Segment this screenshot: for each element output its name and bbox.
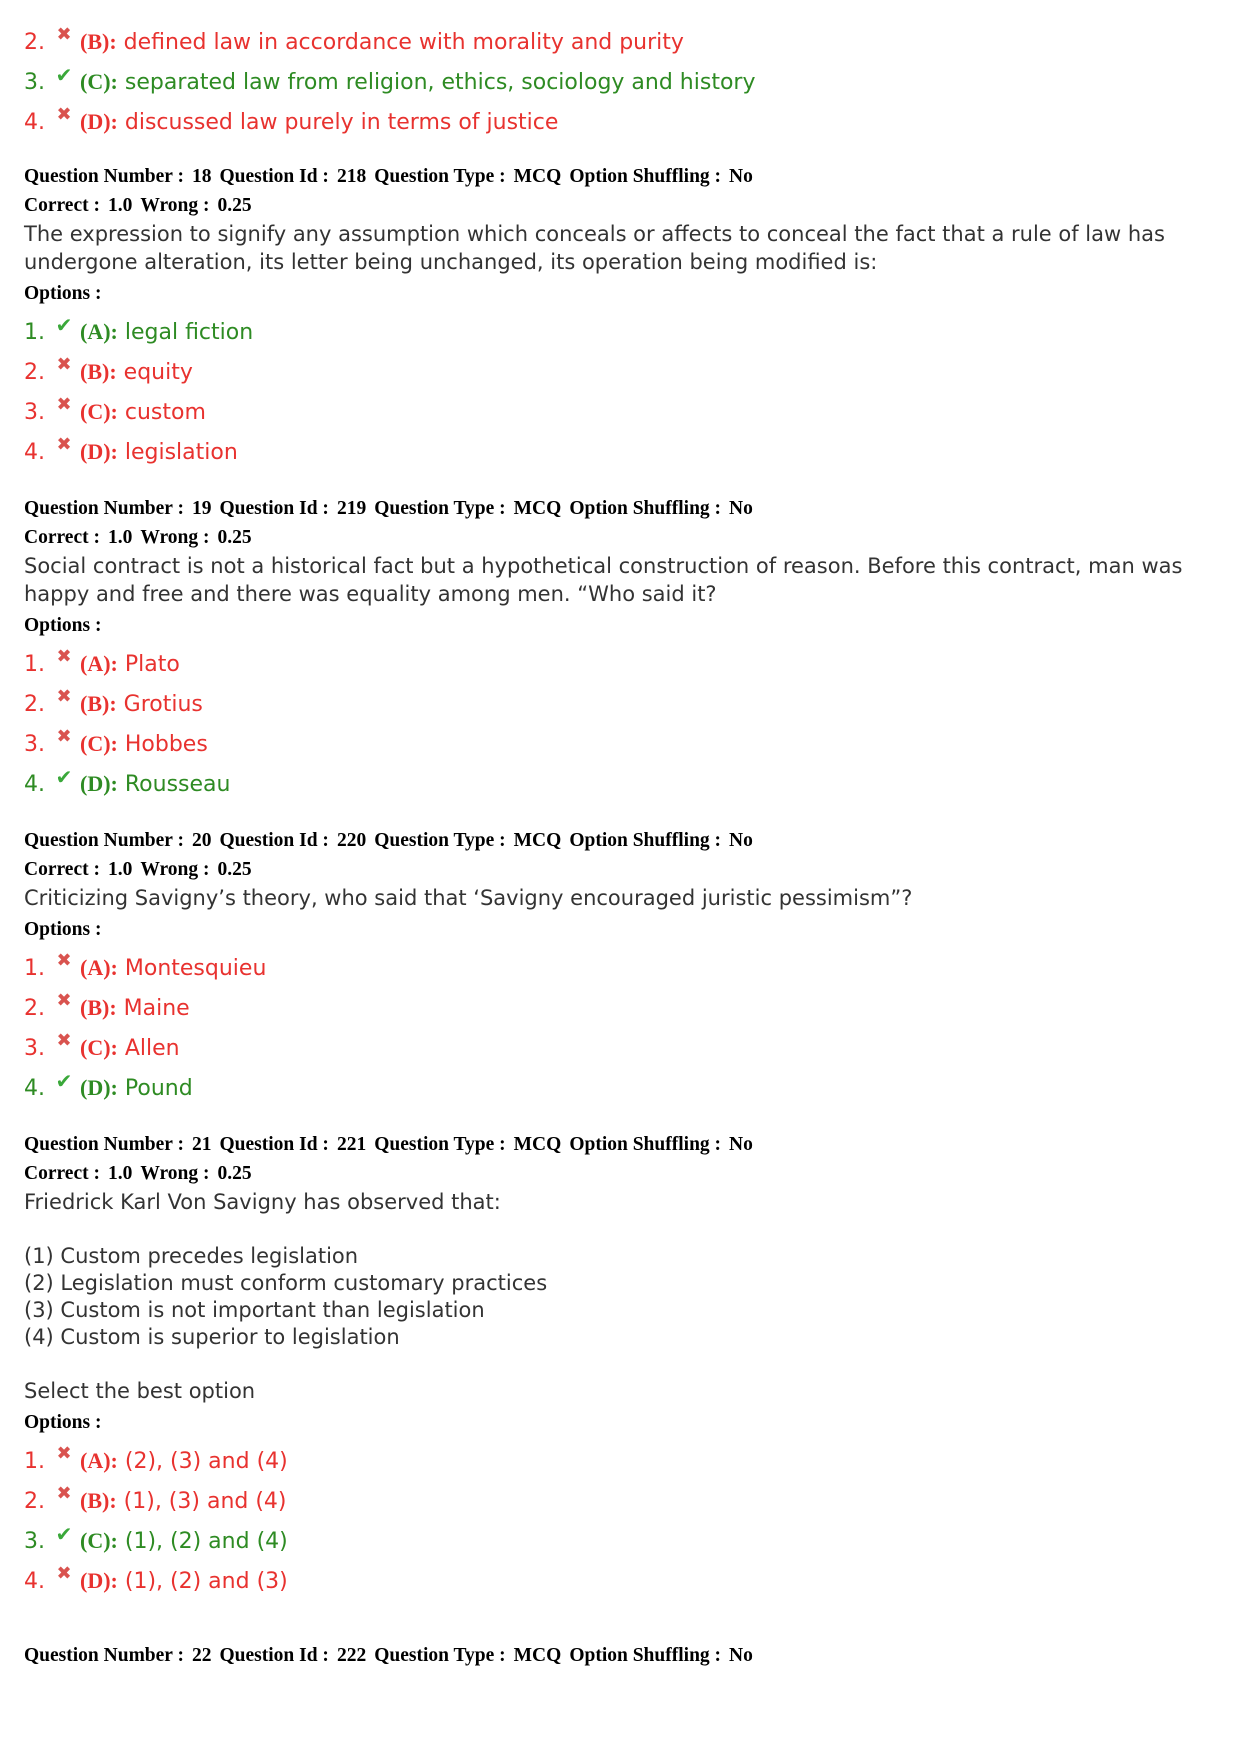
correct-marks: 1.0 (107, 195, 133, 216)
option-row: 4. ✖ (D): legislation (24, 432, 1214, 472)
question-number: 18 (191, 166, 212, 187)
option-row: 2. ✖ (B): (1), (3) and (4) (24, 1481, 1214, 1521)
previous-question-options (24, 22, 1214, 142)
option-row: 1. ✔ (A): legal fiction (24, 312, 1214, 352)
question-text: Friedrick Karl Von Savigny has observed that: (24, 1190, 501, 1214)
question-text: Criticizing Savigny’s theory, who said that ‘Savigny encouraged juristic pessimism”? (24, 886, 913, 910)
check-icon: ✔ (55, 63, 73, 87)
check-icon: ✔ (55, 765, 73, 789)
cross-icon: ✖ (56, 434, 72, 455)
cross-icon: ✖ (56, 394, 72, 415)
question-block (24, 1130, 1214, 1601)
correct-marks: 1.0 (107, 1163, 133, 1184)
statement-item: (2) Legislation must conform customary practices (24, 1271, 548, 1295)
question-number: 21 (191, 1134, 212, 1155)
option-row: 1. ✖ (A): Montesquieu (24, 948, 1214, 988)
option-row: 3. ✖ (C): Hobbes (24, 724, 1214, 764)
cross-icon: ✖ (56, 950, 72, 971)
option-text: (2), (3) and (4) (124, 1449, 288, 1474)
question-type: MCQ (513, 830, 562, 851)
option-text: Maine (123, 996, 190, 1021)
option-row: 4. ✔ (D): Pound (24, 1068, 1214, 1108)
option-text: Pound (124, 1076, 193, 1101)
check-icon: ✔ (55, 1522, 73, 1546)
cross-icon: ✖ (56, 1443, 72, 1464)
option-text: legislation (124, 440, 238, 465)
question-block (24, 826, 1214, 1108)
cross-icon: ✖ (56, 1483, 72, 1504)
cross-icon: ✖ (56, 990, 72, 1011)
cross-icon: ✖ (56, 646, 72, 667)
option-row: 4. ✔ (D): Rousseau (24, 764, 1214, 804)
option-number: 3. (24, 70, 45, 95)
statement-item: (3) Custom is not important than legislation (24, 1298, 485, 1322)
cross-icon: ✖ (56, 1030, 72, 1051)
option-text: equity (123, 360, 193, 385)
options-label: Options : (24, 615, 102, 636)
question-type: MCQ (513, 166, 562, 187)
option-text: Plato (124, 652, 180, 677)
option-row: 1. ✖ (A): Plato (24, 644, 1214, 684)
option-text: custom (124, 400, 206, 425)
question-id: 218 (336, 166, 367, 187)
option-text: Allen (124, 1036, 180, 1061)
cross-icon: ✖ (56, 104, 72, 125)
option-text: discussed law purely in terms of justice (124, 110, 559, 135)
option-row: 1. ✖ (A): (2), (3) and (4) (24, 1441, 1214, 1481)
option-text: (1), (2) and (3) (124, 1569, 288, 1594)
option-text: Grotius (123, 692, 203, 717)
question-number: 22 (191, 1645, 212, 1666)
cross-icon: ✖ (56, 24, 72, 45)
check-icon: ✔ (55, 313, 73, 337)
marks-line: Correct : 1.0 Wrong : 0.25 (24, 527, 252, 548)
option-letter: (D): (80, 109, 118, 134)
option-letter: (C): (80, 69, 118, 94)
option-row: 3. ✖ (C): custom (24, 392, 1214, 432)
cross-icon: ✖ (56, 354, 72, 375)
marks-line: Correct : 1.0 Wrong : 0.25 (24, 1163, 252, 1184)
wrong-marks: 0.25 (217, 1163, 252, 1184)
option-text: legal fiction (124, 320, 254, 345)
option-row (24, 102, 1214, 142)
question-text: Social contract is not a historical fact but a hypothetical construction of reason. Before this contract, man was happy and free and there was equality among men. “Who said it? (24, 554, 1183, 606)
correct-marks: 1.0 (107, 527, 133, 548)
cross-icon: ✖ (56, 1563, 72, 1584)
question-id: 220 (336, 830, 367, 851)
option-row: 4. ✖ (D): (1), (2) and (3) (24, 1561, 1214, 1601)
cross-icon: ✖ (56, 686, 72, 707)
question-meta: Question Number : 22 Question Id : 222 Question Type : MCQ Option Shuffling : No (24, 1645, 753, 1666)
correct-marks: 1.0 (107, 859, 133, 880)
question-block (24, 494, 1214, 804)
cross-icon: ✖ (56, 726, 72, 747)
check-icon: ✔ (55, 1069, 73, 1093)
marks-line: Correct : 1.0 Wrong : 0.25 (24, 859, 252, 880)
question-block (24, 162, 1214, 472)
option-text: (1), (3) and (4) (123, 1489, 287, 1514)
question-id: 219 (336, 498, 367, 519)
statement-item: (4) Custom is superior to legislation (24, 1325, 400, 1349)
option-text: defined law in accordance with morality and purity (123, 30, 684, 55)
option-letter: (B): (80, 29, 117, 54)
question-meta: Question Number : 20 Question Id : 220 Question Type : MCQ Option Shuffling : No (24, 830, 753, 851)
question-text: The expression to signify any assumption which conceals or affects to conceal the fact that a rule of law has undergone alteration, its letter being unchanged, its operation being modified is: (24, 222, 1165, 274)
option-shuffling: No (729, 1134, 753, 1155)
option-row: 2. ✖ (B): Maine (24, 988, 1214, 1028)
question-number: 20 (191, 830, 212, 851)
option-text: Rousseau (124, 772, 231, 797)
question-type: MCQ (513, 1645, 562, 1666)
option-text: (1), (2) and (4) (124, 1529, 288, 1554)
option-shuffling: No (729, 830, 753, 851)
options-label: Options : (24, 283, 102, 304)
option-text: separated law from religion, ethics, sociology and history (124, 70, 756, 95)
question-meta: Question Number : 21 Question Id : 221 Question Type : MCQ Option Shuffling : No (24, 1134, 753, 1155)
question-meta: Question Number : 19 Question Id : 219 Question Type : MCQ Option Shuffling : No (24, 498, 753, 519)
question-id: 222 (336, 1645, 367, 1666)
wrong-marks: 0.25 (217, 859, 252, 880)
statement-item: (1) Custom precedes legislation (24, 1244, 359, 1268)
option-row (24, 62, 1214, 102)
option-row: 3. ✖ (C): Allen (24, 1028, 1214, 1068)
wrong-marks: 0.25 (217, 195, 252, 216)
option-number: 2. (24, 30, 45, 55)
question-type: MCQ (513, 1134, 562, 1155)
option-text: Montesquieu (124, 956, 267, 981)
option-row: 2. ✖ (B): equity (24, 352, 1214, 392)
option-row (24, 22, 1214, 62)
option-shuffling: No (729, 166, 753, 187)
option-shuffling: No (729, 1645, 753, 1666)
options-label: Options : (24, 1412, 102, 1433)
question-type: MCQ (513, 498, 562, 519)
question-instruction: Select the best option (24, 1379, 256, 1403)
option-row: 3. ✔ (C): (1), (2) and (4) (24, 1521, 1214, 1561)
question-id: 221 (336, 1134, 367, 1155)
question-meta: Question Number : 18 Question Id : 218 Question Type : MCQ Option Shuffling : No (24, 166, 753, 187)
question-number: 19 (191, 498, 212, 519)
document-page (24, 22, 1214, 1670)
option-number: 4. (24, 110, 45, 135)
question-block (24, 1641, 1214, 1670)
marks-line: Correct : 1.0 Wrong : 0.25 (24, 195, 252, 216)
options-label: Options : (24, 919, 102, 940)
wrong-marks: 0.25 (217, 527, 252, 548)
option-row: 2. ✖ (B): Grotius (24, 684, 1214, 724)
option-shuffling: No (729, 498, 753, 519)
option-text: Hobbes (124, 732, 208, 757)
